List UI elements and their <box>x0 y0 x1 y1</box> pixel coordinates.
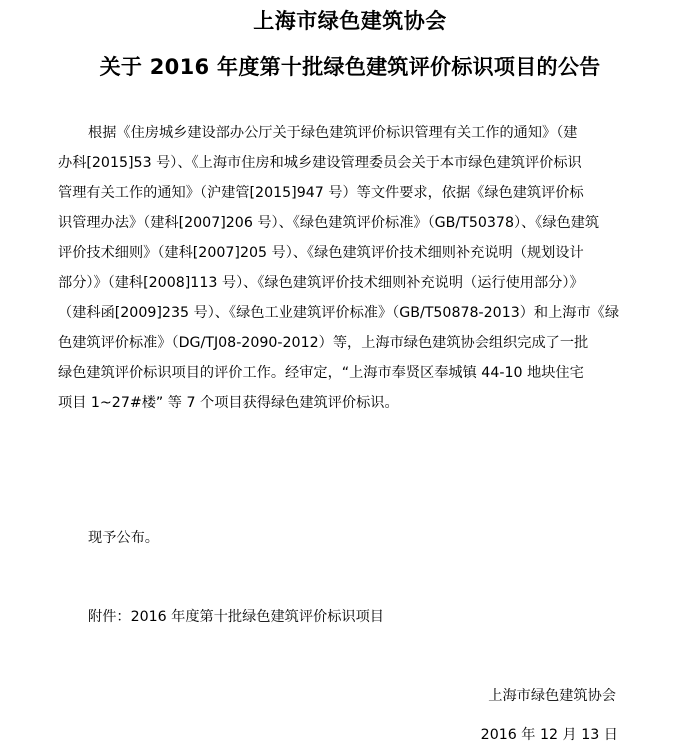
issuer-signature: 上海市绿色建筑协会 <box>488 688 616 704</box>
document-title: 关于 2016 年度第十批绿色建筑评价标识项目的公告 <box>99 55 601 79</box>
issue-date: 2016 年 12 月 13 日 <box>480 727 618 743</box>
organization-title: 上海市绿色建筑协会 <box>253 9 447 33</box>
body-line-1: 根据《住房城乡建设部办公厅关于绿色建筑评价标识管理有关工作的通知》（建 <box>88 125 578 141</box>
body-line-8: 色建筑评价标准》（DG/TJ08-2090-2012）等，上海市绿色建筑协会组织完成了一批 <box>58 335 589 351</box>
body-line-3: 管理有关工作的通知》（沪建管[2015]947 号）等文件要求，依据《绿色建筑评价标 <box>58 185 584 201</box>
body-line-9: 绿色建筑评价标识项目的评价工作。经审定，“上海市奉贤区奉城镇 44-10 地块住宅 <box>58 365 584 381</box>
body-line-7: （建科函[2009]235 号）、《绿色工业建筑评价标准》（GB/T50878-2013）和上海市《绿 <box>58 305 620 321</box>
announce-text: 现予公布。 <box>88 530 159 546</box>
body-line-6: 部分）》（建科[2008]113 号）、《绿色建筑评价技术细则补充说明（运行使用部分）》 <box>58 275 584 291</box>
body-line-10: 项目 1~27#楼” 等 7 个项目获得绿色建筑评价标识。 <box>58 395 399 411</box>
body-line-4: 识管理办法》（建科[2007]206 号）、《绿色建筑评价标准》（GB/T50378）、《绿色建筑 <box>58 215 600 231</box>
body-line-5: 评价技术细则》（建科[2007]205 号）、《绿色建筑评价技术细则补充说明（规划设计 <box>58 245 584 261</box>
announcement-body <box>58 118 626 418</box>
attachment-reference: 附件：2016 年度第十批绿色建筑评价标识项目 <box>88 609 384 625</box>
body-line-2: 办科[2015]53 号）、《上海市住房和城乡建设管理委员会关于本市绿色建筑评价标识 <box>58 155 582 171</box>
